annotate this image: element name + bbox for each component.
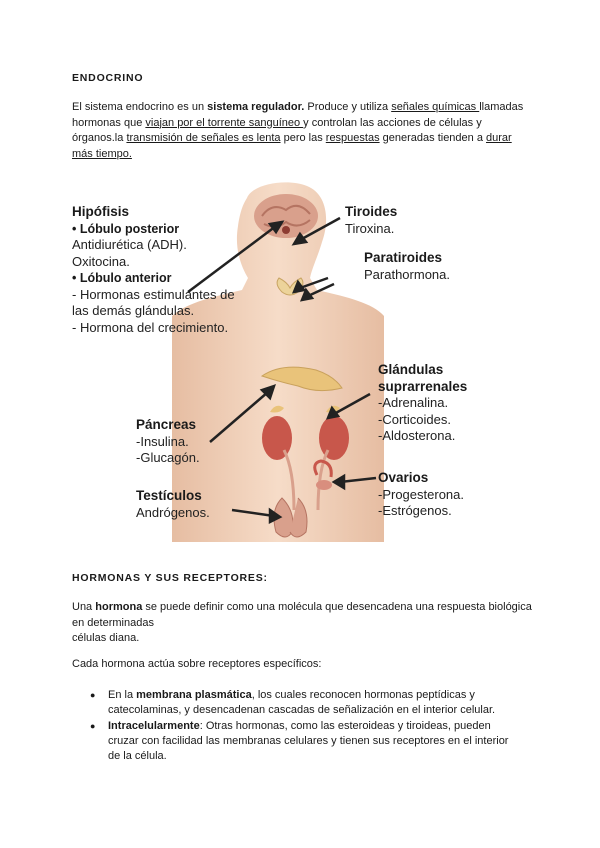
- intro-bold: sistema regulador.: [207, 101, 305, 113]
- pituitary-icon: [282, 226, 290, 234]
- receptor-list: [90, 688, 520, 765]
- hipofisis-l4: las demás glándulas.: [72, 303, 195, 318]
- li-bold: membrana plasmática: [136, 689, 252, 701]
- tiroides-title: Tiroides: [345, 204, 398, 219]
- li-text: : Otras hormonas, como las esteroideas y tiroideas, pueden cruzar con facilidad las membranas celulares y tienen sus receptores en el interior de la célula.: [108, 720, 509, 762]
- testiculos-l1: Andrógenos.: [136, 504, 210, 520]
- section-title: HORMONAS Y SUS RECEPTORES:: [72, 572, 268, 584]
- list-item: [90, 688, 520, 718]
- endocrine-figure: [72, 180, 516, 542]
- pancreas-title: Páncreas: [136, 417, 197, 432]
- intro-underline: respuestas: [325, 132, 380, 144]
- ovarios-l2: -Estrógenos.: [378, 503, 452, 518]
- page-title: ENDOCRINO: [72, 72, 144, 84]
- hipofisis-l1: Antidiurética (ADH).: [72, 237, 187, 252]
- paratiroides-title: Paratiroides: [364, 250, 443, 265]
- ovarios-l1: -Progesterona.: [378, 486, 464, 502]
- ovarios-label: [378, 470, 464, 520]
- paratiroides-l1: Parathormona.: [364, 266, 450, 282]
- def-bold: hormona: [95, 601, 143, 613]
- tiroides-label: [345, 204, 397, 237]
- hipofisis-l5: - Hormona del crecimiento.: [72, 319, 229, 335]
- li-text: En la: [108, 689, 137, 701]
- suprarrenales-title1: Glándulas: [378, 362, 444, 377]
- testiculos-title: Testículos: [136, 488, 202, 503]
- suprarrenales-l3: -Aldosterona.: [378, 428, 456, 443]
- def-text: Una: [72, 601, 96, 613]
- li-text: , los cuales reconocen hormonas peptídicas y catecolaminas, y desencadenan cascadas de señalización en el interior celular.: [108, 689, 496, 716]
- pancreas-label: [136, 417, 200, 467]
- intro-underline: transmisión de señales es lenta: [126, 132, 281, 144]
- tiroides-l1: Tiroxina.: [345, 220, 395, 236]
- pancreas-l2: -Glucagón.: [136, 450, 200, 465]
- intro-text: El sistema endocrino es un: [72, 101, 208, 113]
- hipofisis-l2: Oxitocina.: [72, 253, 130, 269]
- intro-underline: viajan por el torrente sanguíneo: [145, 116, 304, 129]
- def-text: se puede definir como una molécula que desencadena una respuesta biológica en determinadas: [72, 601, 532, 629]
- intro-text: llamadas hormonas que: [72, 101, 524, 129]
- pancreas-l1: -Insulina.: [136, 433, 189, 449]
- intro-text: generadas tienden a: [379, 132, 487, 144]
- ovary-icon: [316, 480, 332, 490]
- suprarrenales-title2: suprarrenales: [378, 378, 468, 394]
- intro-underline: durar más tiempo.: [72, 132, 512, 160]
- def-text: células diana.: [72, 632, 140, 644]
- intro-underline: señales químicas: [391, 101, 480, 113]
- suprarrenales-label: [378, 362, 467, 445]
- hormone-definition: [72, 600, 532, 647]
- hipofisis-label: [72, 204, 235, 336]
- intro-text: Produce y utiliza: [304, 101, 392, 113]
- right-kidney-icon: [319, 416, 349, 460]
- list-item: [90, 719, 520, 764]
- ovarios-title: Ovarios: [378, 470, 429, 485]
- suprarrenales-l1: -Adrenalina.: [378, 395, 449, 410]
- testiculos-label: [136, 488, 210, 521]
- intro-paragraph: [72, 100, 532, 162]
- hipofisis-bullet2: • Lóbulo anterior: [72, 271, 172, 285]
- hipofisis-title: Hipófisis: [72, 204, 130, 219]
- receptors-intro: Cada hormona actúa sobre receptores específicos:: [72, 658, 322, 670]
- intro-text: pero las: [280, 132, 326, 144]
- hipofisis-bullet1: • Lóbulo posterior: [72, 221, 180, 236]
- hipofisis-l3: - Hormonas estimulantes de: [72, 286, 235, 302]
- left-kidney-icon: [262, 416, 292, 460]
- suprarrenales-l2: -Corticoides.: [378, 411, 451, 427]
- intro-text: y controlan las acciones de células y órganos.la: [72, 116, 482, 144]
- li-bold: Intracelularmente: [108, 720, 200, 732]
- paratiroides-label: [364, 250, 450, 283]
